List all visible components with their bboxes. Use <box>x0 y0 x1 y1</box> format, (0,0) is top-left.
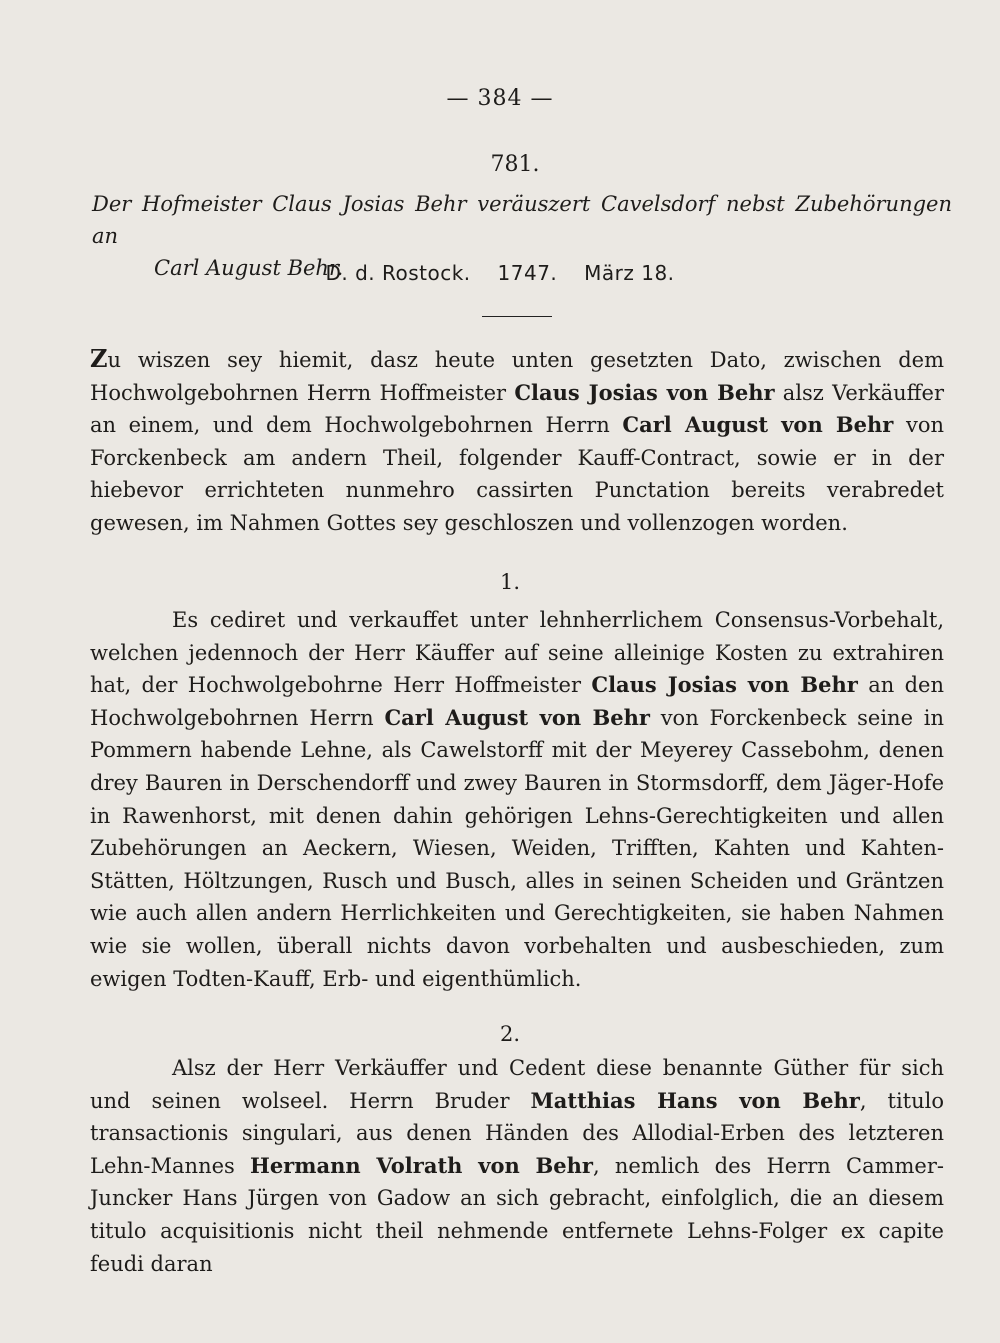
section-1-text-3: von Forckenbeck seine in Pommern habende Lehne, als Cawelstorff mit der Meyerey Cassebohm, denen drey Bauren in Derschendorff und zwey Bauren in Stormsdorff, dem Jäger-Hofe in Rawenhorst, mit denen dahin gehörigen Lehns-Gerechtigkeiten und allen Zubehörungen an Aeckern, Wiesen, Weiden, Trifften, Kahten und Kahten-Stätten, Höltzungen, Rusch und Busch, alles in seinen Scheiden und Gräntzen wie auch allen andern Herrlichkeiten und Gerechtigkeiten, sie haben Nahmen wie sie wollen, überall nichts davon vorbehalten und ausbeschieden, zum ewigen Todten-Kauff, Erb- und eigenthümlich. <box>90 705 944 991</box>
drop-cap: Z <box>90 344 108 373</box>
section-2-paragraph <box>90 1052 944 1280</box>
section-2-text-2: , titulo transactionis singulari, aus denen Händen des Allodial-Erben des letzteren Lehn-Mannes <box>90 1088 944 1178</box>
person-name: Carl August von Behr <box>622 412 894 438</box>
date-year: 1747. <box>497 261 558 285</box>
person-name: Claus Josias von Behr <box>514 379 775 405</box>
date-day: März 18. <box>584 261 675 285</box>
section-2-text-3: , nemlich des Herrn Cammer-Juncker Hans Jürgen von Gadow an sich gebracht, einfolglich, die an diesem titulo acquisitionis nicht theil nehmende entfernete Lehns-Folger ex capite feudi daran <box>90 1153 944 1276</box>
section-1-paragraph <box>90 604 944 995</box>
separator-rule <box>482 316 552 317</box>
section-number-2: 2. <box>499 1022 521 1046</box>
section-1-text-1: Es cediret und verkauffet unter lehnherrlichem Consensus-Vorbehalt, welchen jedennoch der Herr Käuffer auf seine alleinige Kosten zu extrahiren hat, der Hochwolgebohrne Herr Hoffmeister <box>90 608 944 698</box>
document-date <box>0 261 1000 285</box>
person-name: Hermann Volrath von Behr <box>249 1152 593 1178</box>
title-line-1: Der Hofmeister Claus Josias Behr veräuszert Cavelsdorf nebst Zubehörungen an <box>92 192 952 248</box>
intro-text-2: alsz Verkäuffer an einem, und dem Hochwolgebohrnen Herrn <box>90 380 944 438</box>
title-line-2: Carl August Behr. <box>154 256 344 280</box>
section-number-1: 1. <box>499 570 521 594</box>
intro-text-1: u wiszen sey hiemit, dasz heute unten gesetzten Dato, zwischen dem Hochwolgebohrnen Herrn Hoffmeister <box>90 348 944 405</box>
person-name: Carl August von Behr <box>384 704 650 730</box>
document-number: 781. <box>490 152 540 177</box>
section-2-text-1: Alsz der Herr Verkäuffer und Cedent diese benannte Güther für sich und seinen wolseel. Herrn Bruder <box>90 1056 944 1113</box>
page-number: — 384 — <box>446 86 554 111</box>
person-name: Claus Josias von Behr <box>591 672 858 698</box>
intro-text-3: von Forckenbeck am andern Theil, folgender Kauff-Contract, sowie er in der hiebevor errichteten nunmehro cassirten Punctation bereits verabredet gewesen, im Nahmen Gottes sey geschloszen und vollenzogen worden. <box>90 413 944 535</box>
intro-paragraph <box>90 343 944 540</box>
person-name: Matthias Hans von Behr <box>530 1087 860 1113</box>
section-1-text-2: an den Hochwolgebohrnen Herrn <box>90 673 944 730</box>
date-place: D. d. Rostock. <box>325 261 471 285</box>
